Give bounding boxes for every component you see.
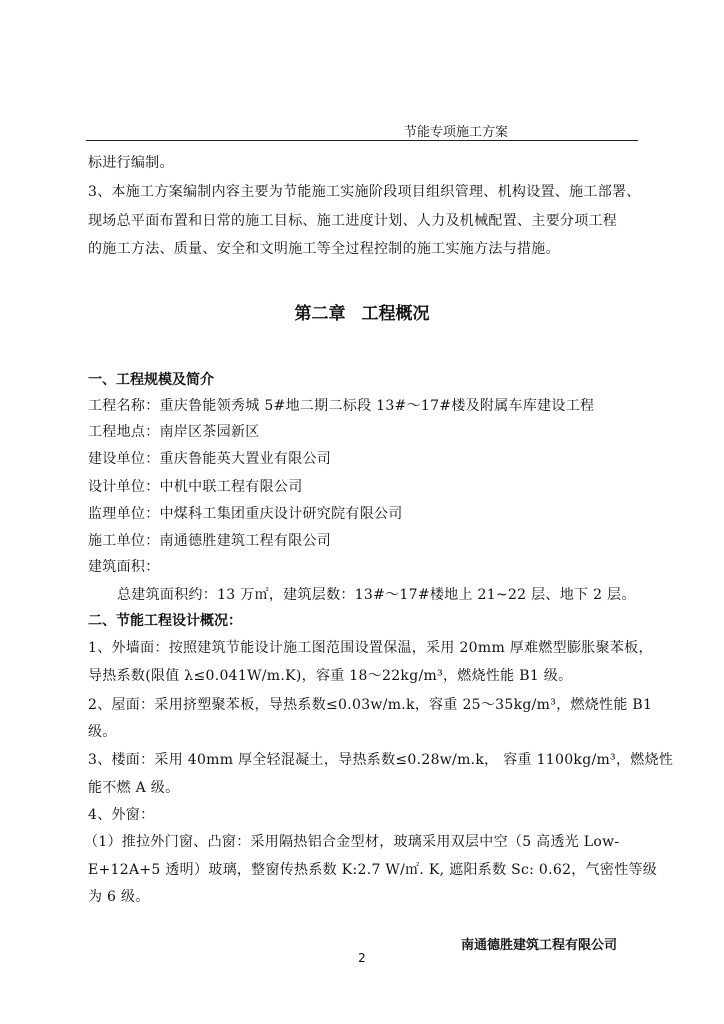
info-line: 工程名称：重庆鲁能领秀城 5#地二期二标段 13#～17#楼及附属车库建设工程 [88, 398, 595, 414]
design-line: 导热系数(限值 λ≤0.041W/m.K)，容重 18～22kg/m³，燃烧性能 B1 级。 [88, 668, 573, 684]
page-number: 2 [358, 951, 366, 965]
intro-line: 的施工方法、质量、安全和文明施工等全过程控制的施工实施方法与措施。 [88, 241, 560, 257]
info-line: 施工单位：南通德胜建筑工程有限公司 [88, 533, 332, 549]
area-detail: 总建筑面积约：13 万㎡，建筑层数：13#～17#楼地上 21~22 层、地下 2 层。 [117, 587, 636, 603]
design-line: 为 6 级。 [88, 889, 150, 905]
chapter-heading [0, 299, 724, 324]
info-line: 监理单位：中煤科工集团重庆设计研究院有限公司 [88, 506, 403, 522]
header-title: 节能专项施工方案 [404, 125, 509, 140]
design-line: 2、屋面：采用挤塑聚苯板，导热系数≤0.03w/m.k，容重 25～35kg/m³，燃烧性能 B1 [88, 697, 653, 713]
design-line: E+12A+5 透明）玻璃，整窗传热系数 K:2.7 W/㎡. K, 遮阳系数 Sc: 0.62，气密性等级 [88, 862, 658, 878]
section-heading: 二、节能工程设计概况： [88, 613, 242, 629]
header-rule [86, 140, 638, 141]
chapter-title: 工程概况 [361, 304, 430, 324]
design-line: 3、楼面：采用 40mm 厚全轻混凝土，导热系数≤0.28w/m.k， 容重 1100kg/m³，燃烧性 [88, 752, 674, 768]
chapter-number: 第二章 [294, 304, 346, 324]
section-heading: 一、工程规模及简介 [88, 372, 214, 388]
footer-company: 南通德胜建筑工程有限公司 [461, 938, 618, 953]
info-line: 建筑面积： [88, 559, 160, 575]
intro-line: 标进行编制。 [88, 155, 174, 171]
design-line: 4、外窗： [88, 807, 155, 823]
info-line: 设计单位：中机中联工程有限公司 [88, 479, 303, 495]
design-line: （1）推拉外门窗、凸窗：采用隔热铝合金型材，玻璃采用双层中空（5 高透光 Low- [84, 834, 620, 850]
design-line: 1、外墙面：按照建筑节能设计施工图范围设置保温，采用 20mm 厚难燃型膨胀聚苯板， [88, 640, 653, 656]
design-line: 级。 [88, 724, 117, 740]
info-line: 工程地点：南岸区茶园新区 [88, 424, 260, 440]
design-line: 能不燃 A 级。 [88, 780, 180, 796]
info-line: 建设单位：重庆鲁能英大置业有限公司 [88, 451, 332, 467]
intro-line: 现场总平面布置和日常的施工目标、施工进度计划、人力及机械配置、主要分项工程 [88, 213, 618, 229]
intro-line: 3、本施工方案编制内容主要为节能施工实施阶段项目组织管理、机构设置、施工部署、 [88, 184, 641, 200]
